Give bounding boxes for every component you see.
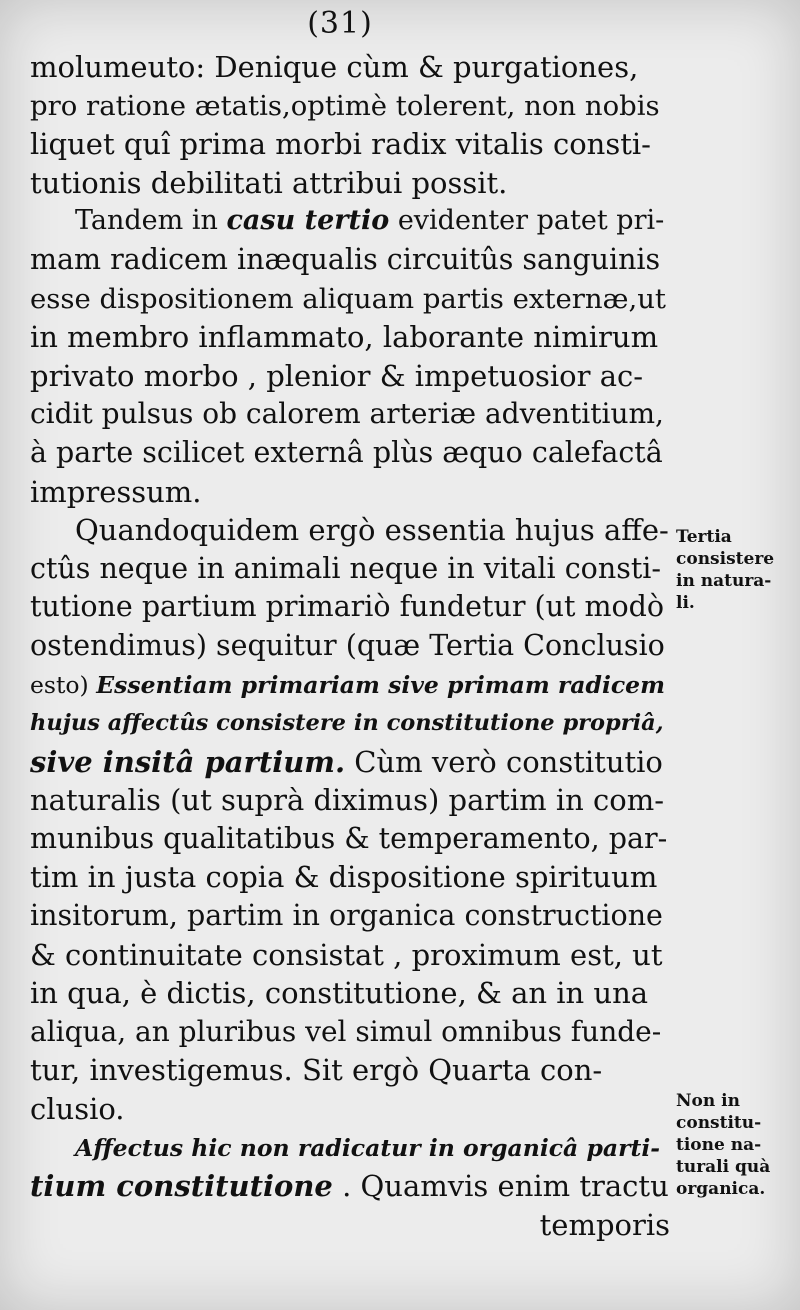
text-line: liquet quî prima morbi radix vitalis consti- bbox=[30, 127, 651, 162]
italic-run: Affectus hic non radicatur in organicâ parti- bbox=[75, 1133, 661, 1162]
text-line: ostendimus) sequitur (quæ Tertia Conclusio bbox=[30, 628, 665, 662]
margin-note-line: turali quà bbox=[676, 1157, 771, 1177]
text-line: privato morbo , plenior & impetuosior ac- bbox=[30, 358, 644, 393]
text-line: à parte scilicet externâ plùs æquo calefactâ bbox=[30, 435, 663, 469]
margin-note-line: Non in bbox=[676, 1091, 740, 1111]
margin-note bbox=[676, 1090, 794, 1200]
text-line: clusio. bbox=[30, 1092, 125, 1127]
italic-run: sive insitâ partium. bbox=[30, 744, 346, 779]
margin-note-line: constitu- bbox=[676, 1113, 762, 1133]
text-line bbox=[30, 704, 670, 743]
text-line bbox=[30, 1167, 670, 1206]
text-line: esse dispositionem aliquam partis externæ,ut bbox=[30, 282, 666, 315]
text-line: mam radicem inæqualis circuitûs sanguinis bbox=[30, 242, 661, 276]
text-line: impressum. bbox=[30, 474, 202, 509]
text-run: esto) bbox=[30, 670, 97, 699]
text-line: cidit pulsus ob calorem arteriæ adventitium, bbox=[30, 397, 664, 431]
margin-note-line: organica. bbox=[676, 1179, 766, 1199]
text-line: tutione partium primariò fundetur (ut modò bbox=[30, 590, 665, 624]
text-run: Tandem in bbox=[75, 205, 227, 237]
text-line: munibus qualitatibus & temperamento, par- bbox=[30, 821, 668, 855]
text-run: . Quamvis enim tractu bbox=[332, 1169, 669, 1204]
margin-note-line: Tertia bbox=[676, 527, 732, 547]
margin-note-line: consistere bbox=[676, 549, 775, 569]
catchword: temporis bbox=[539, 1207, 670, 1242]
italic-run: hujus affectûs consistere in constitutione propriâ, bbox=[30, 710, 664, 737]
text-line: tur, investigemus. Sit ergò Quarta con- bbox=[30, 1053, 603, 1088]
text-line: tim in justa copia & dispositione spirituum bbox=[30, 860, 658, 895]
text-line: pro ratione ætatis,optimè tolerent, non nobis bbox=[30, 89, 660, 122]
italic-run: Essentiam primariam sive primam radicem bbox=[96, 670, 665, 699]
text-run: evidenter patet pri- bbox=[389, 205, 665, 237]
italic-run: tium constitutione bbox=[30, 1169, 333, 1204]
text-line bbox=[30, 743, 670, 782]
text-line: naturalis (ut suprà diximus) partim in com- bbox=[30, 783, 665, 818]
margin-note bbox=[676, 526, 794, 614]
margin-note-line: li. bbox=[676, 593, 695, 613]
main-text-block bbox=[30, 48, 670, 1244]
text-run: Cùm verò constitutio bbox=[345, 744, 663, 779]
text-line: tutionis debilitati attribui possit. bbox=[30, 165, 508, 200]
text-line: insitorum, partim in organica constructione bbox=[30, 899, 663, 933]
page-number: (31) bbox=[307, 6, 373, 41]
margin-note-line: tione na- bbox=[676, 1135, 762, 1155]
text-line bbox=[30, 202, 670, 241]
text-line: in membro inflammato, laborante nimirum bbox=[30, 320, 659, 355]
text-line: in qua, è dictis, constitutione, & an in una bbox=[30, 976, 649, 1011]
text-line: ctûs neque in animali neque in vitali consti- bbox=[30, 551, 662, 585]
text-line: molumeuto: Denique cùm & purgationes, bbox=[30, 50, 639, 84]
text-line bbox=[30, 666, 670, 705]
text-line: aliqua, an pluribus vel simul omnibus funde- bbox=[30, 1014, 662, 1048]
italic-run: casu tertio bbox=[226, 205, 390, 237]
margin-note-line: in natura- bbox=[676, 571, 772, 591]
text-line: Quandoquidem ergò essentia hujus affe- bbox=[75, 513, 669, 548]
text-line bbox=[30, 1129, 670, 1168]
text-line: & continuitate consistat , proximum est, ut bbox=[30, 937, 663, 972]
